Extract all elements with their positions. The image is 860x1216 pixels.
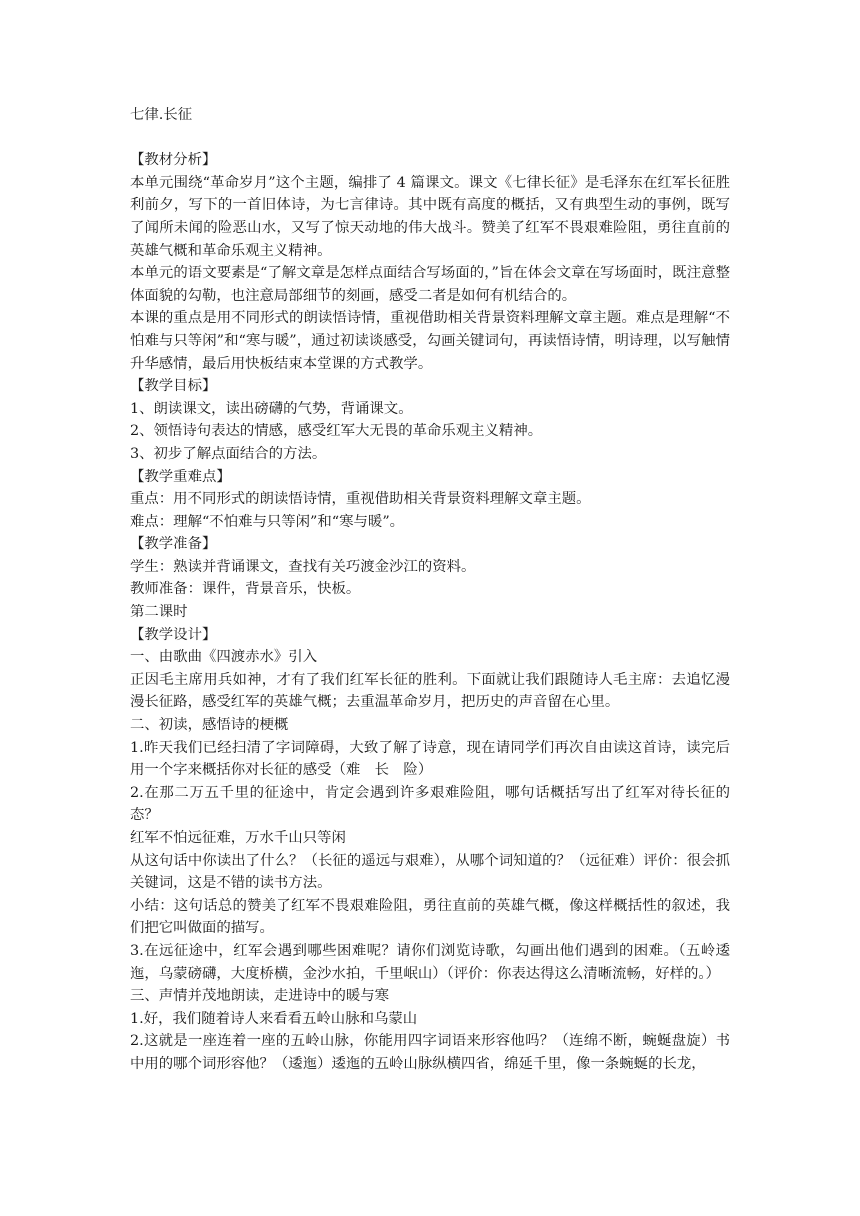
paragraph: 1.好，我们随着诗人来看看五岭山脉和乌蒙山	[130, 1010, 418, 1027]
section-heading: 【教学准备】	[130, 536, 217, 553]
paragraph: 2、领悟诗句表达的情感，感受红军大无畏的革命乐观主义精神。	[130, 423, 543, 440]
paragraph: 本单元的语文要素是“了解文章是怎样点面结合写场面的，”旨在体会文章在写场面时，既注意整体面貌的勾勒，也注意局部细节的刻画，感受二者是如何有机结合的。	[130, 265, 730, 304]
document-body	[130, 149, 730, 1075]
paragraph: 教师准备：课件，背景音乐，快板。	[130, 581, 361, 598]
paragraph: 3、初步了解点面结合的方法。	[130, 445, 327, 462]
paragraph: 难点：理解“不怕难与只等闲”和“寒与暖”。	[130, 513, 405, 530]
paragraph: 本单元围绕“革命岁月”这个主题，编排了 4 篇课文。课文《七律长征》是毛泽东在红军长征胜利前夕，写下的一首旧体诗，为七言律诗。其中既有高度的概括，又有典型生动的事例，既写了闻所未闻的险恶山水，又写了惊天动地的伟大战斗。赞美了红军不畏艰难险阻，勇往直前的英雄气概和革命乐观主义精神。	[130, 174, 730, 259]
paragraph: 2.在那二万五千里的征途中，肯定会遇到许多艰难险阻，哪句话概括写出了红军对待长征的态？	[130, 784, 730, 824]
paragraph: 三、声情并茂地朗读，走进诗中的暖与寒	[130, 988, 390, 1005]
paragraph: 一、由歌曲《四渡赤水》引入	[130, 649, 318, 666]
paragraph: 1、朗读课文，读出磅礴的气势，背诵课文。	[130, 400, 413, 417]
paragraph: 红军不怕远征难，万水千山只等闲	[130, 830, 346, 846]
document-title: 七律.长征	[130, 107, 193, 123]
paragraph: 从这句话中你读出了什么？（长征的遥远与艰难），从哪个词知道的？（远征难）评价：很会抓关键词，这是不错的读书方法。	[130, 852, 730, 892]
paragraph: 重点：用不同形式的朗读悟诗情，重视借助相关背景资料理解文章主题。	[130, 491, 591, 508]
section-heading: 【教材分析】	[130, 152, 217, 169]
document-page	[130, 104, 730, 1076]
paragraph: 正因毛主席用兵如神，才有了我们红军长征的胜利。下面就让我们跟随诗人毛主席：去追忆漫漫长征路，感受红军的英雄气概；去重温革命岁月，把历史的声音留在心里。	[130, 671, 730, 711]
section-heading: 【教学重难点】	[130, 468, 231, 485]
paragraph: 二、初读，感悟诗的梗概	[130, 717, 289, 734]
section-heading: 【教学设计】	[130, 626, 217, 643]
paragraph: 小结：这句话总的赞美了红军不畏艰难险阻，勇往直前的英雄气概，像这样概括性的叙述，我们把它叫做面的描写。	[130, 897, 730, 937]
paragraph: 第二课时	[130, 604, 188, 621]
section-heading: 【教学目标】	[130, 378, 217, 395]
paragraph: 3.在远征途中，红军会遇到哪些困难呢？请你们浏览诗歌，勾画出他们遇到的困难。（五岭逶迤，乌蒙磅礴，大度桥横，金沙水拍，千里岷山）（评价：你表达得这么清晰流畅，好样的。）	[130, 942, 730, 982]
paragraph: 2.这就是一座连着一座的五岭山脉，你能用四字词语来形容他吗？（连绵不断，蜿蜒盘旋）书中用的哪个词形容他？（逶迤）逶迤的五岭山脉纵横四省，绵延千里，像一条蜿蜒的长龙，	[130, 1033, 730, 1072]
paragraph: 学生：熟读并背诵课文，查找有关巧渡金沙江的资料。	[130, 558, 476, 575]
paragraph: 本课的重点是用不同形式的朗读悟诗情，重视借助相关背景资料理解文章主题。难点是理解“不怕难与只等闲”和“寒与暖”，通过初读谈感受，勾画关键词句，再读悟诗情，明诗理，以写触情升华感情，最后用快板结束本堂课的方式教学。	[130, 310, 730, 372]
paragraph: 1.昨天我们已经扫清了字词障碍，大致了解了诗意，现在请同学们再次自由读这首诗，读完后用一个字来概括你对长征的感受（难 长 险）	[130, 739, 730, 779]
